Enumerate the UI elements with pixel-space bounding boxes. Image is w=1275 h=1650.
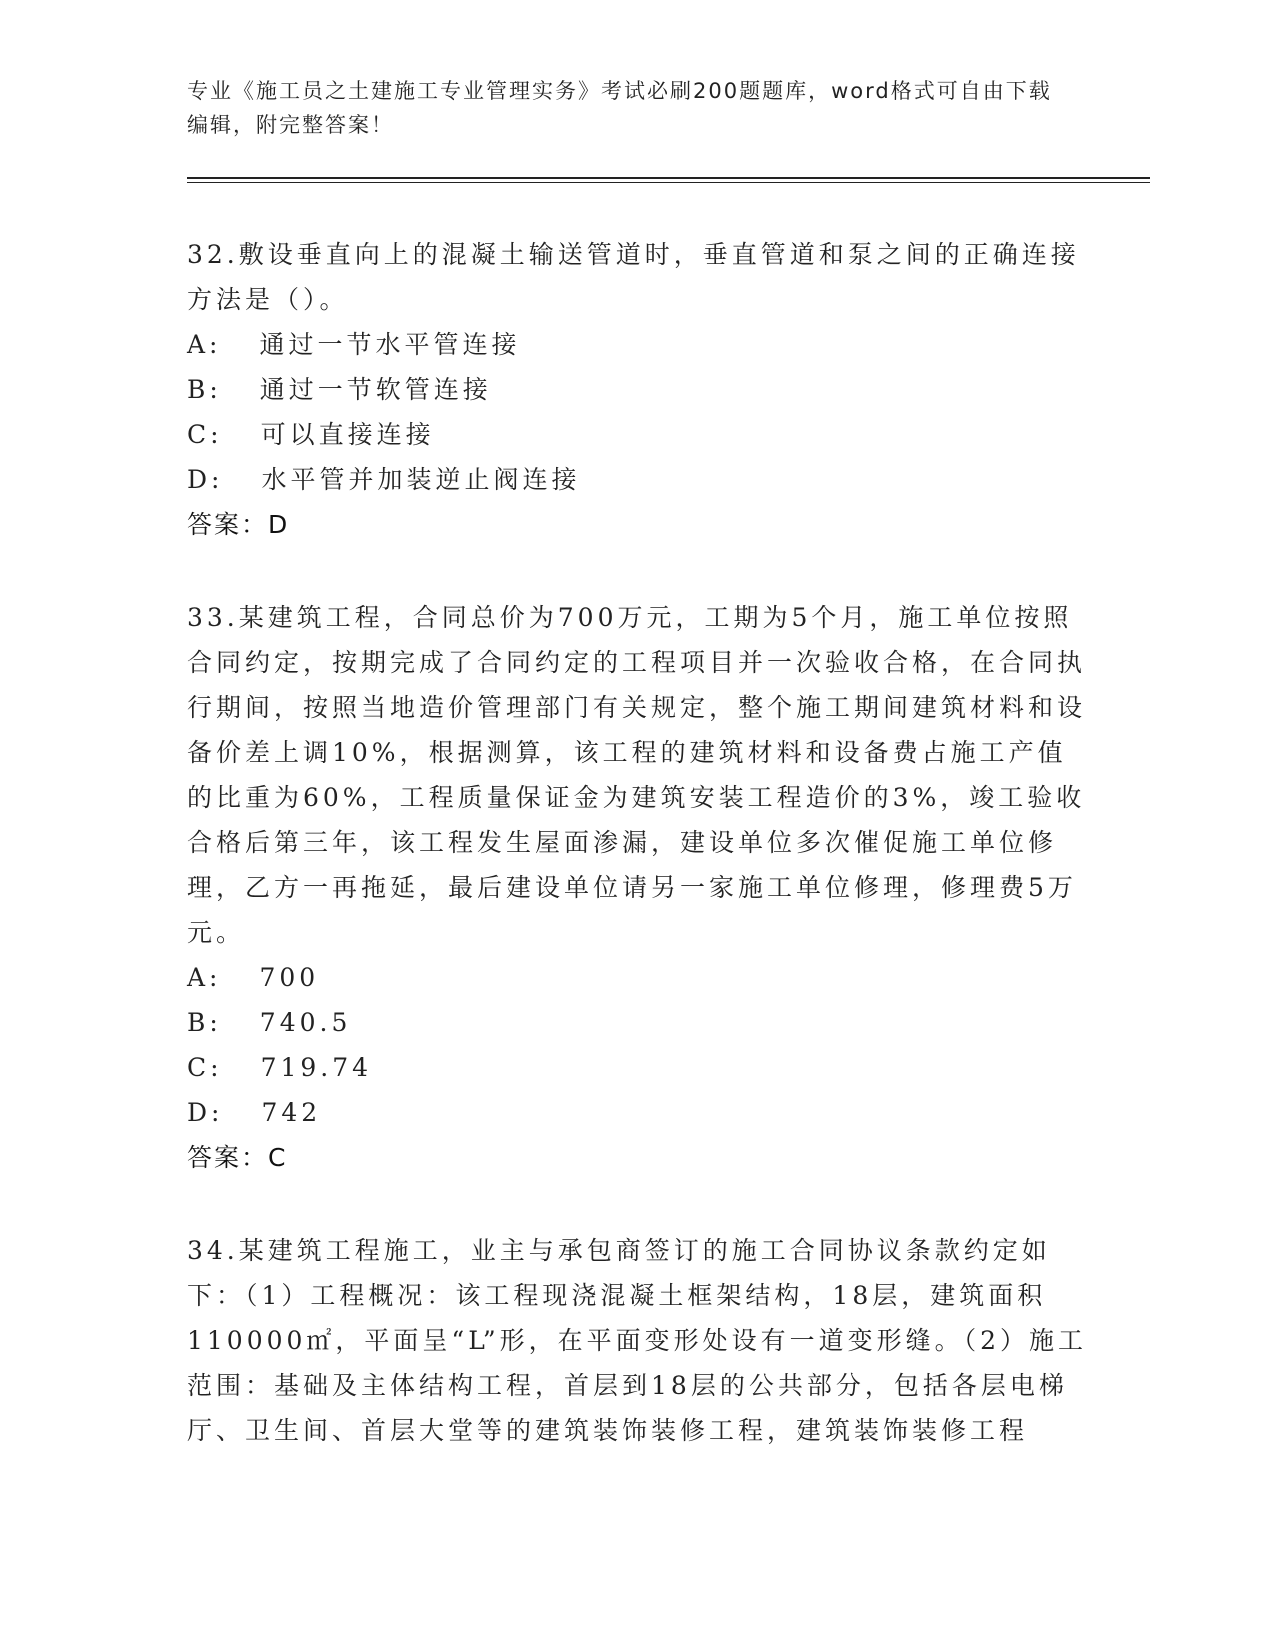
option-text: 742 — [261, 1098, 322, 1127]
document-header: 专业《施工员之土建施工专业管理实务》考试必刷200题题库，word格式可自由下载编辑，附完整答案！ — [187, 79, 1052, 137]
question-text: 33.某建筑工程，合同总价为700万元，工期为5个月，施工单位按照合同约定，按期完成了合同约定的工程项目并一次验收合格，在合同执行期间，按照当地造价管理部门有关规定，整个施工期间建筑材料和设备价差上调10%，根据测算，该工程的建筑材料和设备费占施工产值的比重为60%，工程质量保证金为建筑安装工程造价的3%，竣工验收合格后第三年，该工程发生屋面渗漏，建设单位多次催促施工单位修理，乙方一再拖延，最后建设单位请另一家施工单位修理，修理费5万元。 — [187, 603, 1087, 947]
option-c — [187, 1045, 1087, 1090]
option-label: B: — [187, 1008, 222, 1037]
option-label: B: — [187, 375, 222, 404]
option-text: 通过一节水平管连接 — [259, 330, 521, 359]
option-label: A: — [187, 963, 222, 992]
option-a — [187, 955, 1087, 1000]
option-text: 可以直接连接 — [260, 420, 435, 449]
option-b — [187, 367, 1087, 412]
option-a — [187, 322, 1087, 367]
option-c — [187, 412, 1087, 457]
option-label: A: — [187, 330, 222, 359]
option-d — [187, 1090, 1087, 1135]
question-33 — [187, 595, 1087, 1180]
question-32 — [187, 232, 1087, 547]
question-list — [187, 232, 1087, 1501]
question-34 — [187, 1228, 1087, 1453]
option-label: C: — [187, 420, 223, 449]
header-divider-thick — [187, 177, 1150, 179]
answer-text: 答案：C — [187, 1143, 288, 1172]
option-text: 719.74 — [260, 1053, 373, 1082]
header-divider-thin — [187, 182, 1150, 183]
option-label: D: — [187, 465, 224, 494]
option-text: 700 — [259, 963, 320, 992]
option-text: 740.5 — [259, 1008, 352, 1037]
option-label: C: — [187, 1053, 223, 1082]
question-text: 32.敷设垂直向上的混凝土输送管道时，垂直管道和泵之间的正确连接方法是（）。 — [187, 240, 1080, 314]
question-text: 34.某建筑工程施工，业主与承包商签订的施工合同协议条款约定如下：（1）工程概况：该工程现浇混凝土框架结构，18层，建筑面积110000㎡，平面呈“L”形，在平面变形处设有一道变形缝。（2）施工范围：基础及主体结构工程，首层到18层的公共部分，包括各层电梯厅、卫生间、首层大堂等的建筑装饰装修工程，建筑装饰装修工程 — [187, 1236, 1088, 1445]
option-label: D: — [187, 1098, 224, 1127]
option-d — [187, 457, 1087, 502]
answer-text: 答案：D — [187, 510, 290, 539]
option-text: 水平管并加装逆止阀连接 — [261, 465, 581, 494]
option-b — [187, 1000, 1087, 1045]
option-text: 通过一节软管连接 — [259, 375, 492, 404]
